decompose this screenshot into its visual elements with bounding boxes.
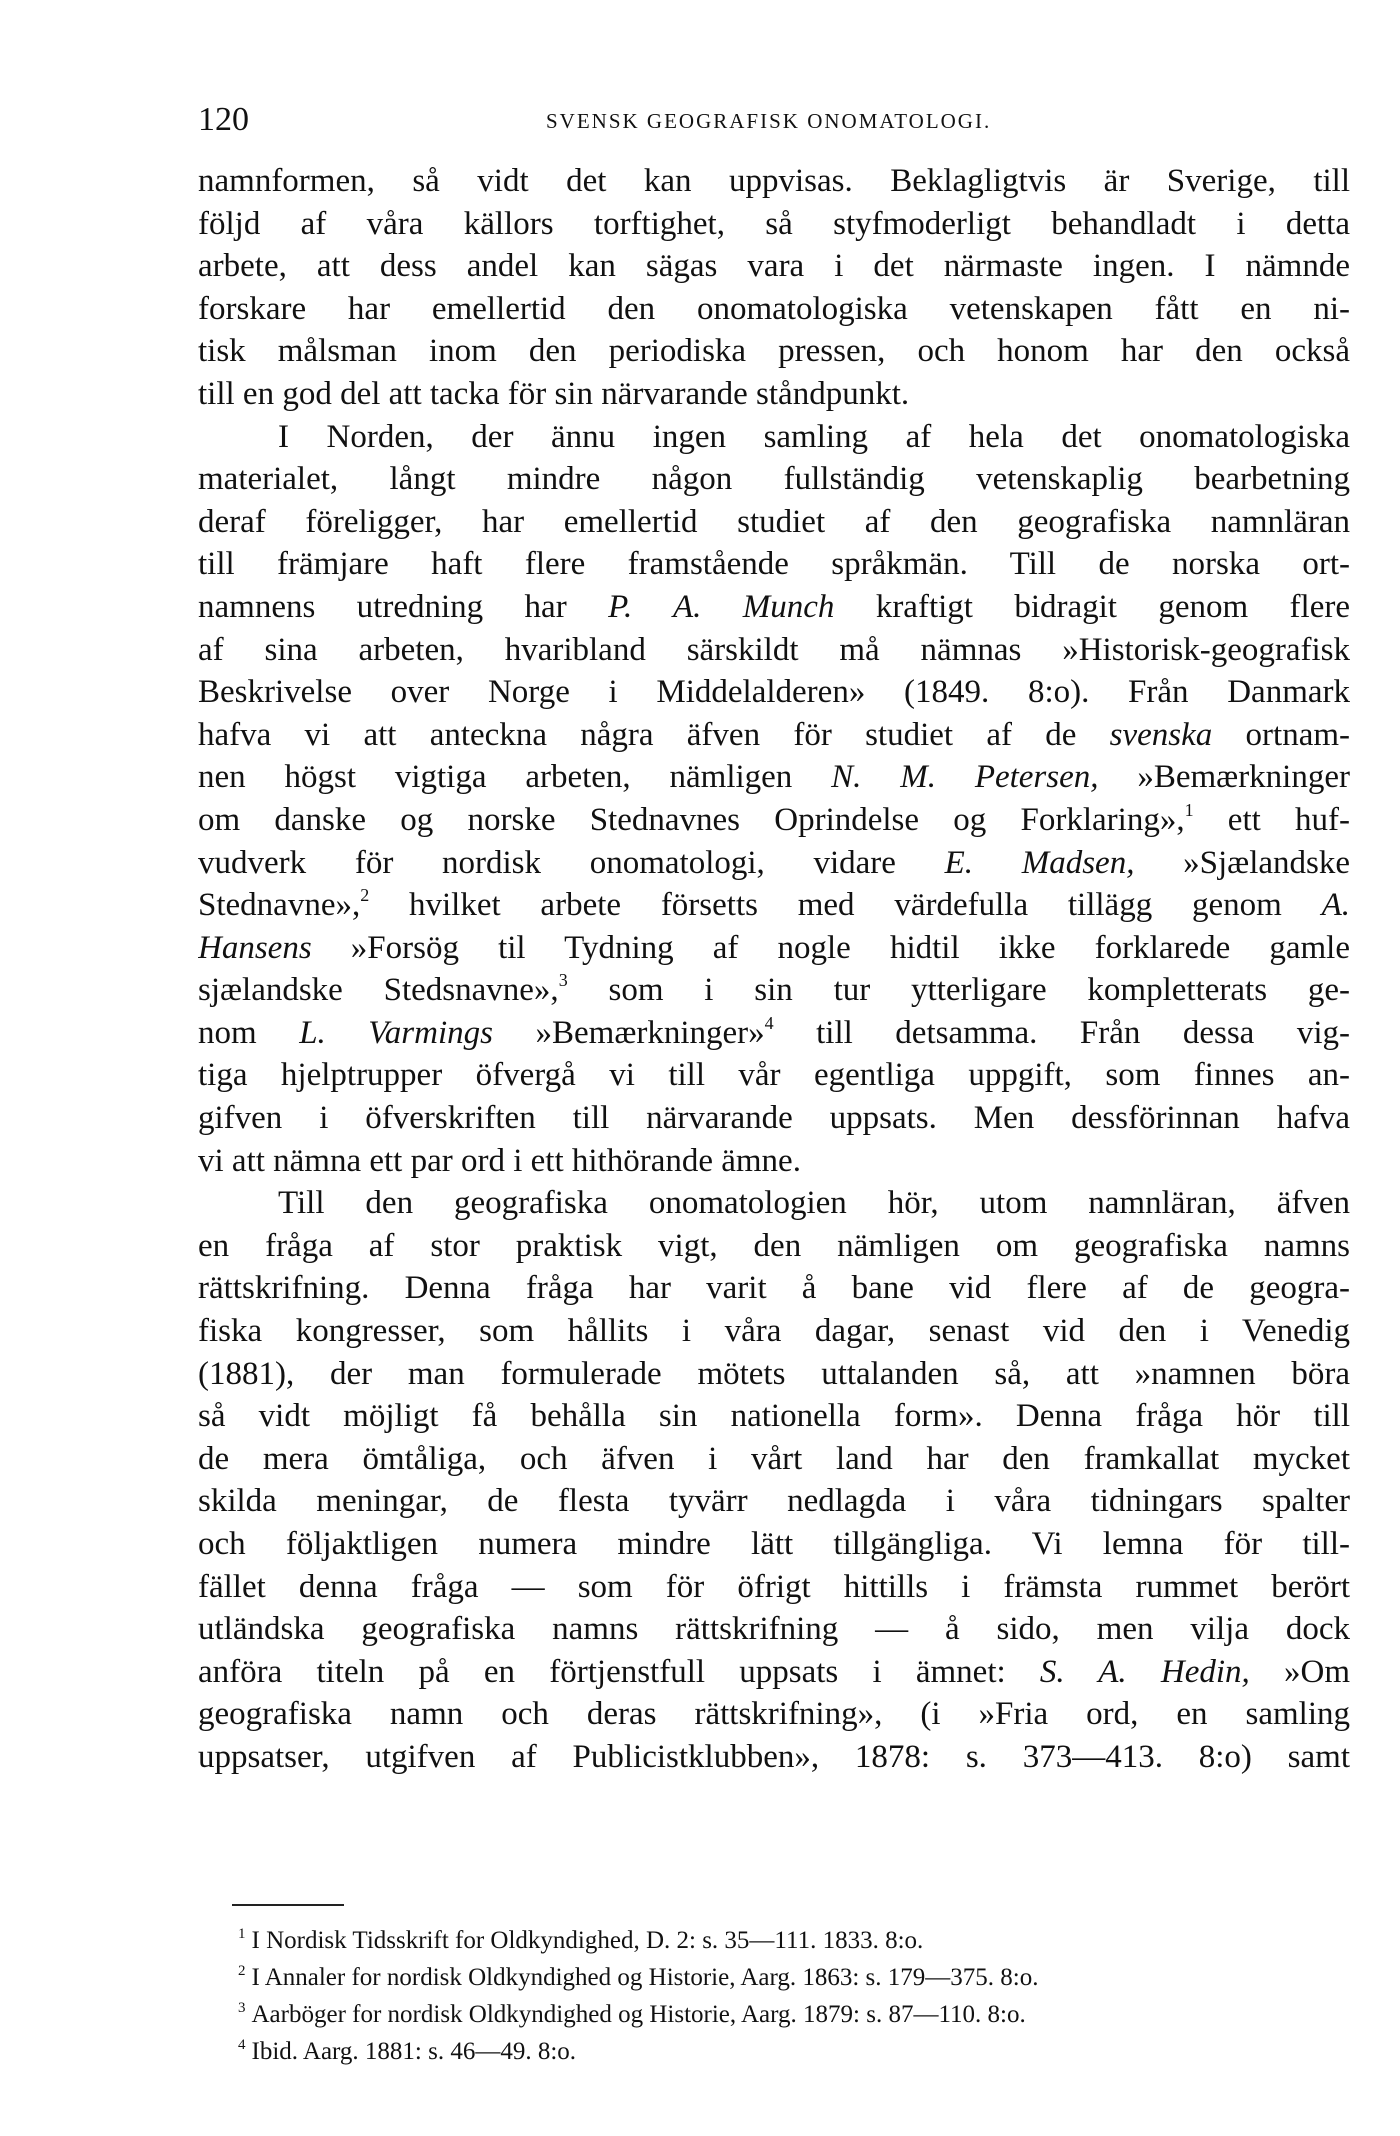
footnote-text: Ibid. Aarg. 1881: s. 46—49. 8:o. xyxy=(251,2038,577,2065)
text-line: en fråga af stor praktisk vigt, den nämligen om geografiska namns xyxy=(198,1227,1350,1264)
text-line: Till den geografiska onomatologien hör, utom namnläran, äfven xyxy=(278,1185,1350,1222)
text-line xyxy=(198,799,1350,842)
body-text xyxy=(198,160,1350,1779)
footnote xyxy=(238,1990,1350,2027)
running-title: SVENSK GEOGRAFISK ONOMATOLOGI. xyxy=(546,109,992,133)
text-line: fiska kongresser, som hållits i våra dagar, senast vid den i Venedig xyxy=(198,1313,1350,1350)
text-segment: anföra titeln på en förtjenstfull uppsats i ämnet: xyxy=(198,1653,1040,1690)
footnote-mark: 2 xyxy=(238,1963,246,1979)
text-line: så vidt möjligt få behålla sin nationella form». Denna fråga hör till xyxy=(198,1398,1350,1435)
footnote-text: I Annaler for nordisk Oldkyndighed og Historie, Aarg. 1863: s. 179—375. 8:o. xyxy=(251,1964,1039,1991)
text-line: deraf föreligger, har emellertid studiet af den geografiska namnläran xyxy=(198,503,1350,540)
text-segment: nen högst vigtiga arbeten, nämligen xyxy=(198,759,832,796)
footnote-mark: 3 xyxy=(238,2000,246,2016)
text-line: till en god del att tacka för sin närvarande ståndpunkt. xyxy=(198,375,910,412)
footnote-ref: 3 xyxy=(558,970,568,991)
text-line xyxy=(198,842,1350,885)
text-segment: sjælandske Stedsnavne», xyxy=(198,972,559,1009)
text-segment: »Bemærkninger xyxy=(1098,759,1350,796)
text-segment: vudverk för nordisk onomatologi, vidare xyxy=(198,844,945,881)
text-segment: om danske og norske Stednavnes Oprindelse og Forklaring», xyxy=(198,801,1185,838)
footnote-mark: 4 xyxy=(238,2037,246,2053)
footnote xyxy=(238,1953,1350,1990)
text-line: vi att nämna ett par ord i ett hithörande ämne. xyxy=(198,1142,801,1179)
text-segment: hafva vi att anteckna några äfven för studiet af de xyxy=(198,716,1110,753)
footnote-text: I Nordisk Tidsskrift for Oldkyndighed, D. 2: s. 35—111. 1833. 8:o. xyxy=(251,1927,924,1954)
running-head xyxy=(198,100,1350,140)
author-name: E. Madsen, xyxy=(944,844,1135,881)
footnote-mark: 1 xyxy=(238,1926,246,1942)
footnote-ref: 1 xyxy=(1184,799,1194,820)
text-line: skilda meningar, de flesta tyvärr nedlagda i våra tidningars spalter xyxy=(198,1483,1350,1520)
author-name: A. xyxy=(1321,887,1350,924)
text-line: namnformen, så vidt det kan uppvisas. Beklagligtvis är Sverige, till xyxy=(198,163,1350,199)
text-segment: hvilket arbete försetts med värdefulla tillägg genom xyxy=(369,887,1322,924)
text-line: geografiska namn och deras rättskrifning», (i »Fria ord, en samling xyxy=(198,1696,1350,1733)
text-segment: »Forsög til Tydning af nogle hidtil ikke forklarede gamle xyxy=(311,929,1350,966)
text-line: I Norden, der ännu ingen samling af hela det onomatologiska xyxy=(278,418,1350,455)
page-number: 120 xyxy=(198,101,249,138)
text-line: forskare har emellertid den onomatologiska vetenskapen fått en ni- xyxy=(198,290,1350,327)
text-line: de mera ömtåliga, och äfven i vårt land har den framkallat mycket xyxy=(198,1440,1350,1477)
text-segment: nom xyxy=(198,1014,300,1051)
text-line: uppsatser, utgifven af Publicistklubben», 1878: s. 373—413. 8:o) samt xyxy=(198,1738,1350,1775)
footnote xyxy=(238,2027,1350,2064)
text-line: och följaktligen numera mindre lätt tillgängliga. Vi lemna för till- xyxy=(198,1526,1350,1562)
text-line: (1881), der man formulerade mötets uttalanden så, att »namnen böra xyxy=(198,1355,1350,1392)
text-segment: kraftigt bidragit genom flere xyxy=(834,588,1350,625)
text-line: utländska geografiska namns rättskrifning — å sido, men vilja dock xyxy=(198,1611,1350,1648)
text-line xyxy=(198,884,1350,927)
footnotes xyxy=(238,1916,1350,2064)
text-line: tisk målsman inom den periodiska pressen, och honom har den också xyxy=(198,333,1350,370)
author-name: L. Varmings xyxy=(299,1014,493,1051)
text-line xyxy=(198,1651,1350,1694)
text-line: Beskrivelse over Norge i Middelalderen» (1849. 8:o). Från Danmark xyxy=(198,674,1350,711)
text-segment: namnens utredning har xyxy=(198,588,609,625)
text-line xyxy=(198,756,1350,799)
text-line: till främjare haft flere framstående språkmän. Till de norska ort- xyxy=(198,546,1350,583)
text-segment: »Sjælandske xyxy=(1134,844,1350,881)
text-segment: ortnam- xyxy=(1212,716,1350,753)
text-line xyxy=(198,969,1350,1012)
footnote-text: Aarböger for nordisk Oldkyndighed og Historie, Aarg. 1879: s. 87—110. 8:o. xyxy=(251,2001,1026,2028)
emphasis: svenska xyxy=(1109,716,1213,753)
text-line: tiga hjelptrupper öfvergå vi till vår egentliga uppgift, som finnes an- xyxy=(198,1057,1350,1094)
text-line: af sina arbeten, hvaribland särskildt må nämnas »Historisk-geografisk xyxy=(198,631,1350,668)
text-line: materialet, långt mindre någon fullständig vetenskaplig bearbetning xyxy=(198,461,1350,498)
author-name: P. A. Munch xyxy=(608,588,835,625)
text-line: arbete, att dess andel kan sägas vara i det närmaste ingen. I nämnde xyxy=(198,248,1350,285)
text-segment: Stednavne», xyxy=(198,887,361,924)
author-name: S. A. Hedin, xyxy=(1039,1653,1250,1690)
text-segment: till detsamma. Från dessa vig- xyxy=(773,1014,1350,1051)
text-line xyxy=(198,1012,1350,1055)
footnote-rule xyxy=(232,1904,344,1906)
text-line xyxy=(198,927,1350,970)
text-segment: »Om xyxy=(1249,1653,1350,1690)
footnote xyxy=(238,1916,1350,1953)
text-line: fället denna fråga — som för öfrigt hittills i främsta rummet berört xyxy=(198,1568,1350,1605)
footnote-ref: 2 xyxy=(360,885,370,906)
text-line: rättskrifning. Denna fråga har varit å bane vid flere af de geogra- xyxy=(198,1270,1350,1307)
footnote-ref: 4 xyxy=(764,1012,774,1033)
text-line xyxy=(198,714,1350,757)
text-line: gifven i öfverskriften till närvarande uppsats. Men dessförinnan hafva xyxy=(198,1100,1350,1137)
author-name: Hansens xyxy=(198,929,312,966)
text-line: följd af våra källors torftighet, så styfmoderligt behandladt i detta xyxy=(198,205,1350,242)
text-segment: som i sin tur ytterligare kompletterats ge- xyxy=(567,972,1350,1009)
text-segment: ett huf- xyxy=(1193,801,1350,838)
text-segment: »Bemærkninger» xyxy=(492,1014,765,1051)
author-name: N. M. Petersen, xyxy=(831,759,1099,796)
text-line xyxy=(198,586,1350,629)
